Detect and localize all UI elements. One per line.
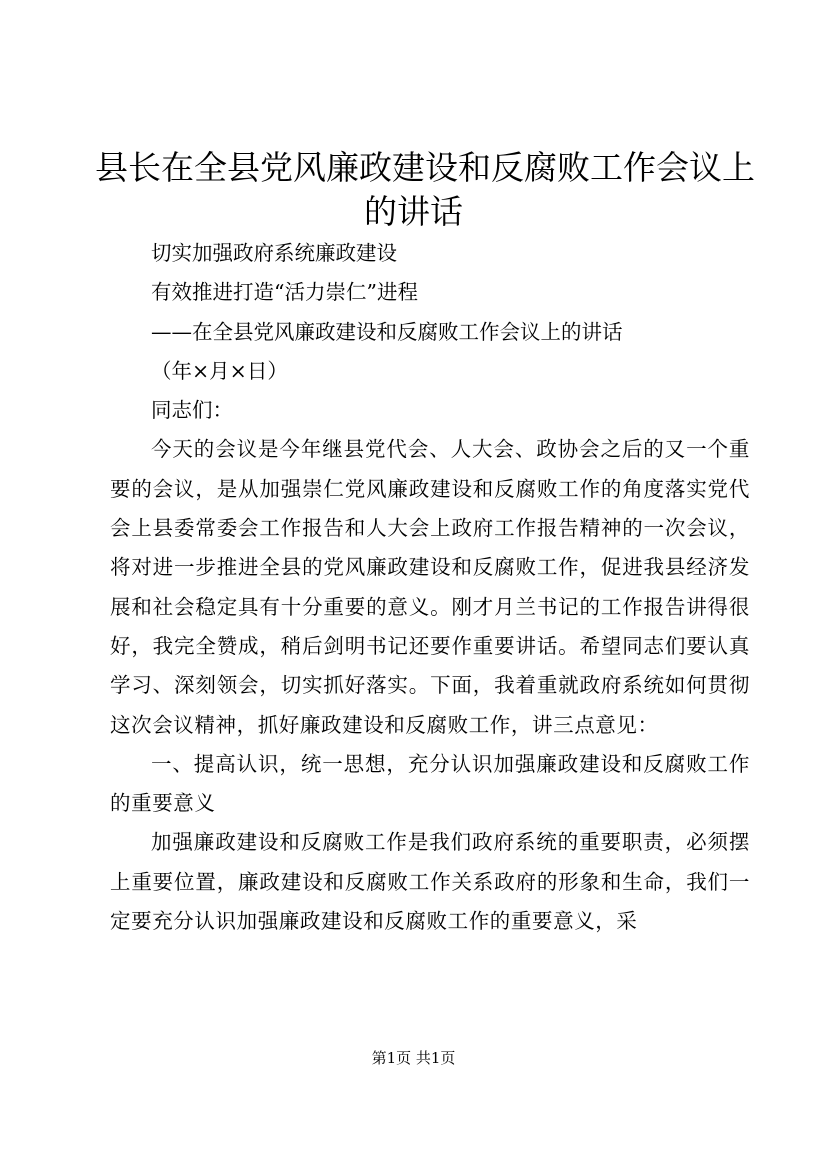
title-line-2: 的讲话 bbox=[364, 192, 463, 231]
title-line-1: 县长在全县党风廉政建设和反腐败工作会议上 bbox=[95, 148, 755, 187]
paragraph-2: 加强廉政建设和反腐败工作是我们政府系统的重要职责，必须摆上重要位置，廉政建设和反腐败工作关系政府的形象和生命，我们一定要充分认识加强廉政建设和反腐败工作的重要意义，采 bbox=[110, 830, 750, 934]
subtitle-1: 切实加强政府系统廉政建设 bbox=[151, 241, 397, 265]
document-body bbox=[110, 234, 750, 941]
subtitle-2: 有效推进打造“活力崇仁”进程 bbox=[151, 280, 418, 305]
subtitle-3: ——在全县党风廉政建设和反腐败工作会议上的讲话 bbox=[151, 319, 623, 344]
paragraph-1: 今天的会议是今年继县党代会、人大会、政协会之后的又一个重要的会议，是从加强崇仁党风廉政建设和反腐败工作的角度落实党代会上县委常委会工作报告和人大会上政府工作报告精神的一次会议，将对进一步推进全县的党风廉政建设和反腐败工作，促进我县经济发展和社会稳定具有十分重要的意义。刚才月兰书记的工作报告讲得很好，我完全赞成，稍后剑明书记还要作重要讲话。希望同志们要认真学习、深刻领会，切实抓好落实。下面，我着重就政府系统如何贯彻这次会议精神，抓好廉政建设和反腐败工作，讲三点意见： bbox=[110, 437, 750, 737]
page-footer: 第1页 共1页 bbox=[371, 1049, 456, 1067]
section-heading-1: 一、提高认识，统一思想，充分认识加强廉政建设和反腐败工作的重要意义 bbox=[110, 751, 750, 816]
speech-date: （年×月×日） bbox=[151, 358, 288, 383]
document-title bbox=[95, 146, 755, 234]
salutation: 同志们： bbox=[151, 398, 233, 423]
